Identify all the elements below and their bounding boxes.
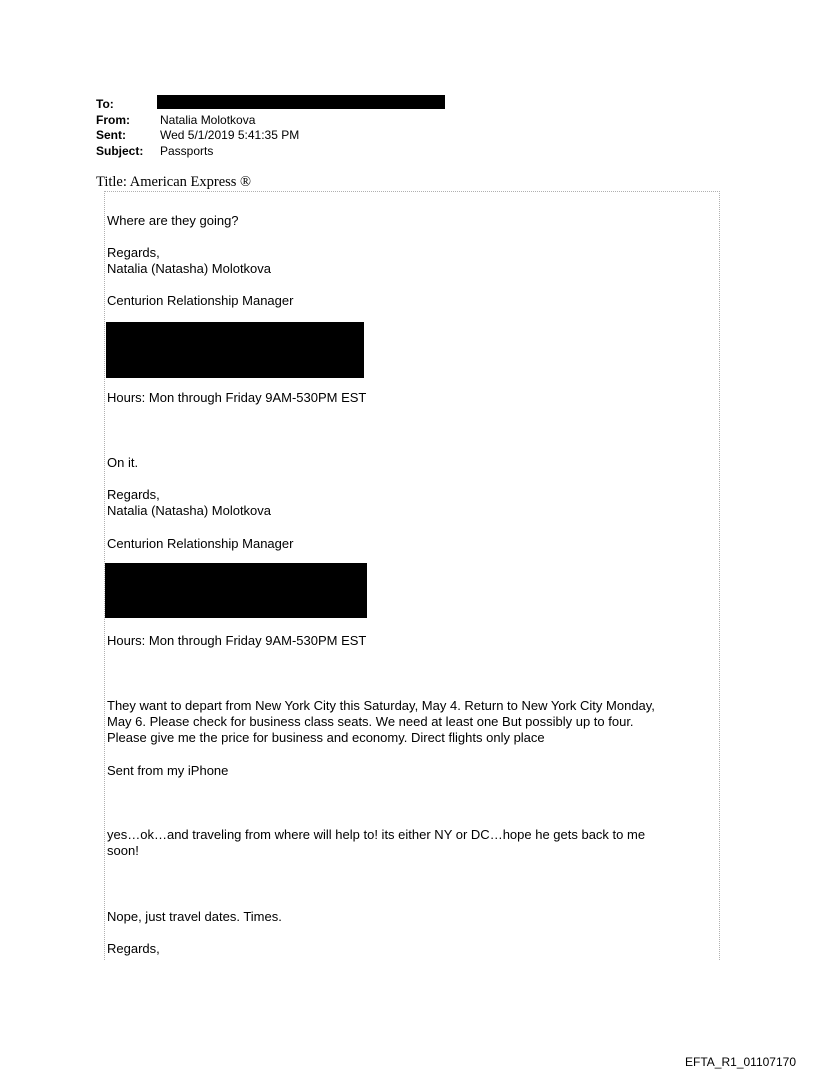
from-label: From:	[96, 112, 130, 127]
m2-name: Natalia (Natasha) Molotkova	[107, 503, 272, 518]
sent-label: Sent:	[96, 128, 126, 142]
m1-hours: Hours: Mon through Friday 9AM-530PM EST	[107, 390, 367, 405]
subject-value: Passports	[160, 143, 214, 158]
from-value: Natalia Molotkova	[160, 112, 256, 127]
m2-text: On it.	[107, 455, 139, 470]
header-subject-row	[96, 144, 299, 160]
sent-value: Wed 5/1/2019 5:41:35 PM	[160, 128, 300, 142]
redacted-block	[105, 563, 367, 618]
m1-name: Natalia (Natasha) Molotkova	[107, 261, 272, 276]
header-sent-row	[96, 128, 299, 144]
m1-text: Where are they going?	[107, 213, 239, 228]
m4-line-2: soon!	[107, 843, 139, 858]
header-to-row	[96, 97, 299, 113]
document-id: EFTA_R1_01107170	[685, 1055, 796, 1069]
m4-line-1: yes…ok…and traveling from where will help to! its either NY or DC…hope he gets back to me	[107, 827, 646, 842]
m2-hours: Hours: Mon through Friday 9AM-530PM EST	[107, 633, 367, 648]
m3-line-2: May 6. Please check for business class seats. We need at least one But possibly up to four.	[107, 714, 634, 729]
m2-role: Centurion Relationship Manager	[107, 536, 294, 551]
subject-label: Subject:	[96, 143, 144, 158]
m5-text: Nope, just travel dates. Times.	[107, 909, 282, 924]
header-from-row	[96, 113, 299, 129]
m3-line-1: They want to depart from New York City this Saturday, May 4. Return to New York City Monday,	[107, 698, 655, 713]
m3-line-3: Please give me the price for business and economy. Direct flights only place	[107, 730, 545, 745]
title-line: Title: American Express ®	[96, 174, 252, 190]
m3-signature: Sent from my iPhone	[107, 763, 229, 778]
to-label: To:	[96, 97, 114, 111]
m1-regards: Regards,	[107, 245, 160, 260]
m5-regards: Regards,	[107, 941, 160, 956]
redacted-block	[106, 322, 364, 378]
m2-regards: Regards,	[107, 487, 160, 502]
m1-role: Centurion Relationship Manager	[107, 293, 294, 308]
email-header	[96, 97, 299, 159]
